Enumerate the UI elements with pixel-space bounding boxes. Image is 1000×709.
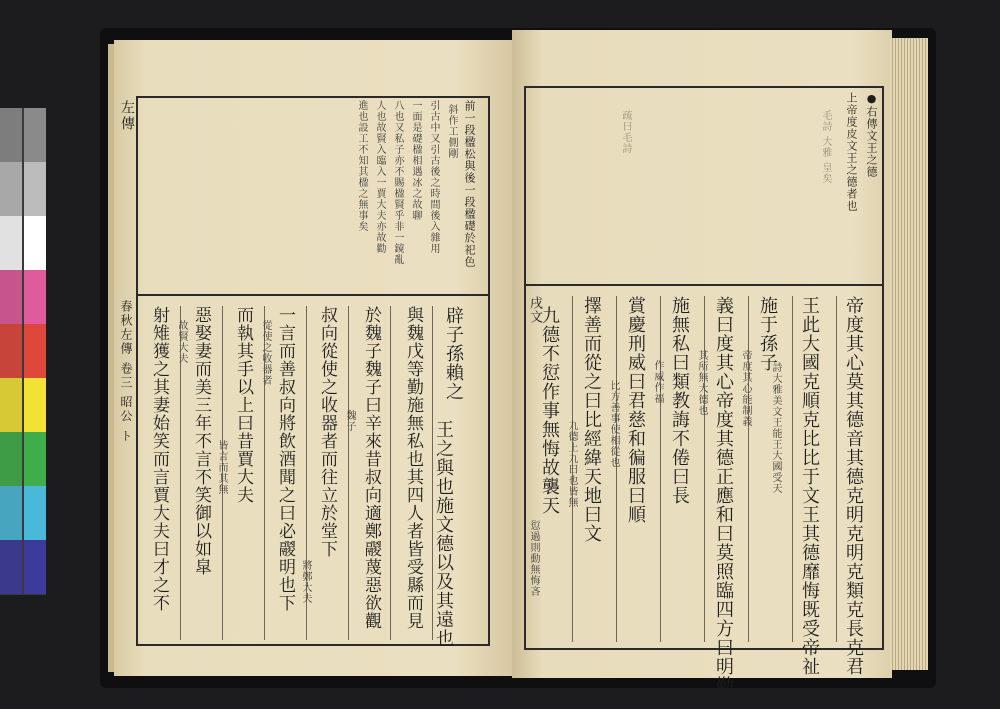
text-column: 而執其手以上曰昔賈大夫 xyxy=(233,306,253,504)
column-rule xyxy=(836,296,837,642)
text-column: 帝度其心莫其德音其德克明克明克類克長克君 xyxy=(843,296,864,676)
left-volume-label: 春秋左傳 卷三 昭公 ト xyxy=(119,300,133,444)
column-rule xyxy=(792,296,793,642)
text-column: 叔向從使之收器者而往立於堂下 xyxy=(317,306,337,558)
column-rule xyxy=(660,296,661,642)
text-column: 惡娶妻而美三年不言不笑御以如皐 xyxy=(191,306,211,576)
calibration-swatch xyxy=(0,486,22,540)
column-rule xyxy=(390,306,391,640)
column-rule xyxy=(704,296,705,642)
upper-note-column: 人也故賢入臨入一賈大夫亦故勸 xyxy=(374,100,385,254)
annotation-column: 愆過則動無悔吝 xyxy=(528,520,539,597)
calibration-swatch xyxy=(0,162,22,216)
annotation-column: 從使之收器者 xyxy=(260,320,271,386)
upper-note-column: 斜作工側剛 xyxy=(446,104,457,159)
text-column: 施無私曰類教誨不倦曰長 xyxy=(669,296,690,505)
text-column: 一言而善叔向將飲酒聞之曰必鬷明也下 xyxy=(275,306,295,612)
annotation-column: 比方善事使相從也 xyxy=(608,380,619,468)
text-column: 施于孫子 xyxy=(757,296,778,372)
left-divider xyxy=(136,294,490,296)
page-edges xyxy=(890,38,928,670)
annotation-column: 魏子 xyxy=(344,410,355,432)
right-top-note: 毛詩 大雅 皇矣 xyxy=(820,110,831,185)
upper-note-column: 八也又私子亦不賜楹賢乎非一鏡亂 xyxy=(392,100,403,265)
calibration-swatch xyxy=(24,324,46,378)
calibration-swatch xyxy=(24,270,46,324)
right-divider xyxy=(524,284,884,286)
text-column: 王此大國克順克比比于文王其德靡悔既受帝祉 xyxy=(799,296,820,676)
column-rule xyxy=(616,296,617,642)
annotation-column: 作威作福 xyxy=(652,360,663,404)
upper-note-column: 前一段楹松與後一段楹礎於祀色 xyxy=(463,100,476,268)
upper-note-column: 進也設工不知其楹之無事矣 xyxy=(356,100,367,232)
annotation-column: 皆言而其無 xyxy=(216,440,227,495)
calibration-swatch xyxy=(0,216,22,270)
annotation-column: 詩大雅美文王能王大國受天 xyxy=(770,362,781,494)
color-calibration-strip xyxy=(0,108,46,595)
calibration-swatch xyxy=(0,432,22,486)
text-column: 與魏戊等勤施無私也其四人者皆受縣而見 xyxy=(403,306,423,630)
annotation-column: 九德上九曰也皆無 xyxy=(566,420,577,508)
text-column: 賞慶刑威曰君慈和徧服曰順 xyxy=(625,296,646,524)
calibration-swatch xyxy=(0,324,22,378)
annotation-column: 其所無大德也 xyxy=(696,350,707,416)
right-top-note: 上帝度皮文王之德者也 xyxy=(845,92,858,212)
calibration-swatch xyxy=(24,432,46,486)
calibration-swatch xyxy=(24,540,46,594)
text-column: 戌文 xyxy=(527,296,542,324)
text-column: 九德不愆作事無悔故襲天 xyxy=(539,306,560,515)
text-column: 射雉獲之其妻始笑而言賈大夫曰才之不 xyxy=(149,306,169,612)
calibration-swatch xyxy=(24,108,46,162)
column-rule xyxy=(748,296,749,642)
calibration-swatch xyxy=(24,216,46,270)
calibration-swatch xyxy=(0,540,22,594)
text-column: 義曰度其心帝度其德正應和曰莫照臨四方曰明勤 xyxy=(713,296,734,695)
calibration-swatch xyxy=(0,378,22,432)
calibration-swatch xyxy=(24,162,46,216)
right-top-note: 疏曰毛詩 xyxy=(620,110,631,154)
calibration-swatch xyxy=(0,108,22,162)
calibration-swatch xyxy=(0,270,22,324)
upper-note-column: 引古中又引古後之時間後入雜用 xyxy=(428,100,439,254)
left-margin-title: 左傳 xyxy=(119,100,135,132)
annotation-column: 故賢大夫 xyxy=(176,320,187,364)
text-column: 王之與也施文德以及其遠也 xyxy=(433,420,454,648)
upper-note-column: 一面是礎楹相遇冰之故聊 xyxy=(410,100,421,221)
text-column: 於魏子魏子曰辛來昔叔向適鄭鬷蔑惡欲觀 xyxy=(361,306,381,630)
calibration-swatch xyxy=(24,486,46,540)
annotation-column: 將鄭大夫 xyxy=(300,560,311,604)
text-column: 擇善而從之曰比經緯天地曰文 xyxy=(581,296,602,543)
annotation-column: 帝度其心能制義 xyxy=(740,350,751,427)
calibration-swatch xyxy=(24,378,46,432)
right-edge-label: ●右傳文王之德 xyxy=(865,92,878,178)
text-column: 辟子孫賴之 xyxy=(443,306,464,401)
column-rule xyxy=(348,306,349,640)
